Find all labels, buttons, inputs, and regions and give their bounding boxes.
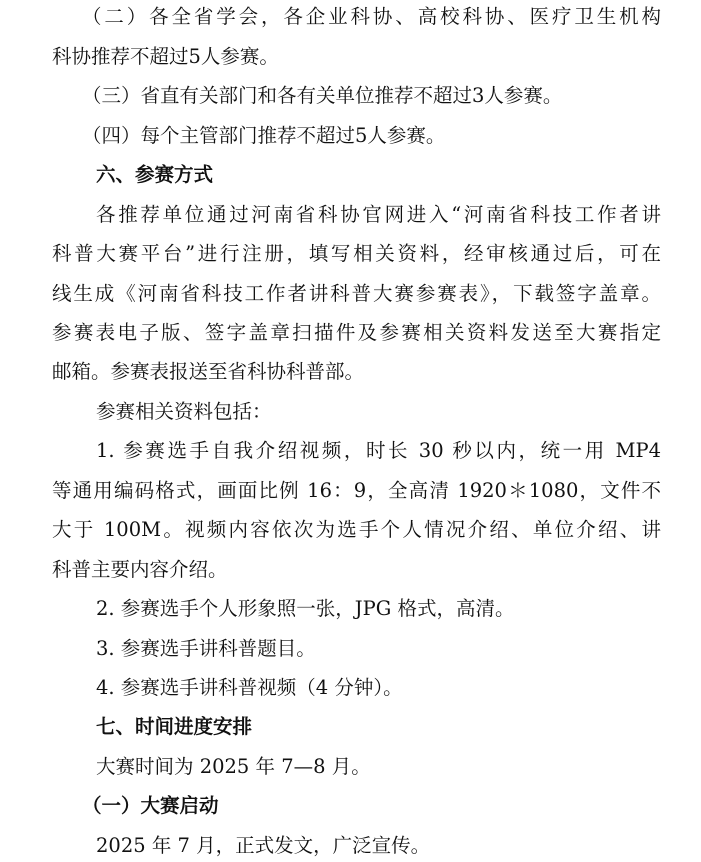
text-line: （三）省直有关部门和各有关单位推荐不超过3人参赛。 (82, 84, 563, 107)
text-line: 科普大赛平台”进行注册，填写相关资料，经审核通过后，可在 (52, 242, 661, 265)
text-line: 大于 100M。视频内容依次为选手个人情况介绍、单位介绍、讲 (52, 518, 661, 541)
text-line: 1. 参赛选手自我介绍视频，时长 30 秒以内，统一用 MP4 (96, 439, 661, 462)
text-line: （二）各全省学会，各企业科协、高校科协、医疗卫生机构 (82, 5, 661, 28)
text-line: 参赛表电子版、签字盖章扫描件及参赛相关资料发送至大赛指定 (52, 321, 661, 344)
section-heading: 七、时间进度安排 (96, 715, 253, 738)
text-line: 3. 参赛选手讲科普题目。 (96, 637, 316, 660)
text-line: 2025 年 7 月，正式发文，广泛宣传。 (96, 834, 431, 857)
text-line: 各推荐单位通过河南省科协官网进入“河南省科技工作者讲 (96, 203, 661, 226)
text-line: 4. 参赛选手讲科普视频（4 分钟）。 (96, 676, 403, 699)
text-line: 大赛时间为 2025 年 7—8 月。 (96, 755, 371, 778)
text-line: 科普主要内容介绍。 (52, 558, 228, 581)
text-line: 科协推荐不超过5人参赛。 (52, 45, 279, 68)
text-line: （四）每个主管部门推荐不超过5人参赛。 (82, 124, 446, 147)
section-heading: （一）大赛启动 (82, 794, 219, 817)
text-line: 参赛相关资料包括： (96, 400, 272, 423)
text-line: 等通用编码格式，画面比例 16：9，全高清 1920＊1080，文件不 (52, 479, 661, 502)
text-line: 2. 参赛选手个人形象照一张，JPG 格式，高清。 (96, 597, 515, 620)
text-line: 邮箱。参赛表报送至省科协科普部。 (52, 360, 365, 383)
section-heading: 六、参赛方式 (96, 163, 214, 186)
text-line: 线生成《河南省科技工作者讲科普大赛参赛表》，下载签字盖章。 (52, 282, 661, 305)
